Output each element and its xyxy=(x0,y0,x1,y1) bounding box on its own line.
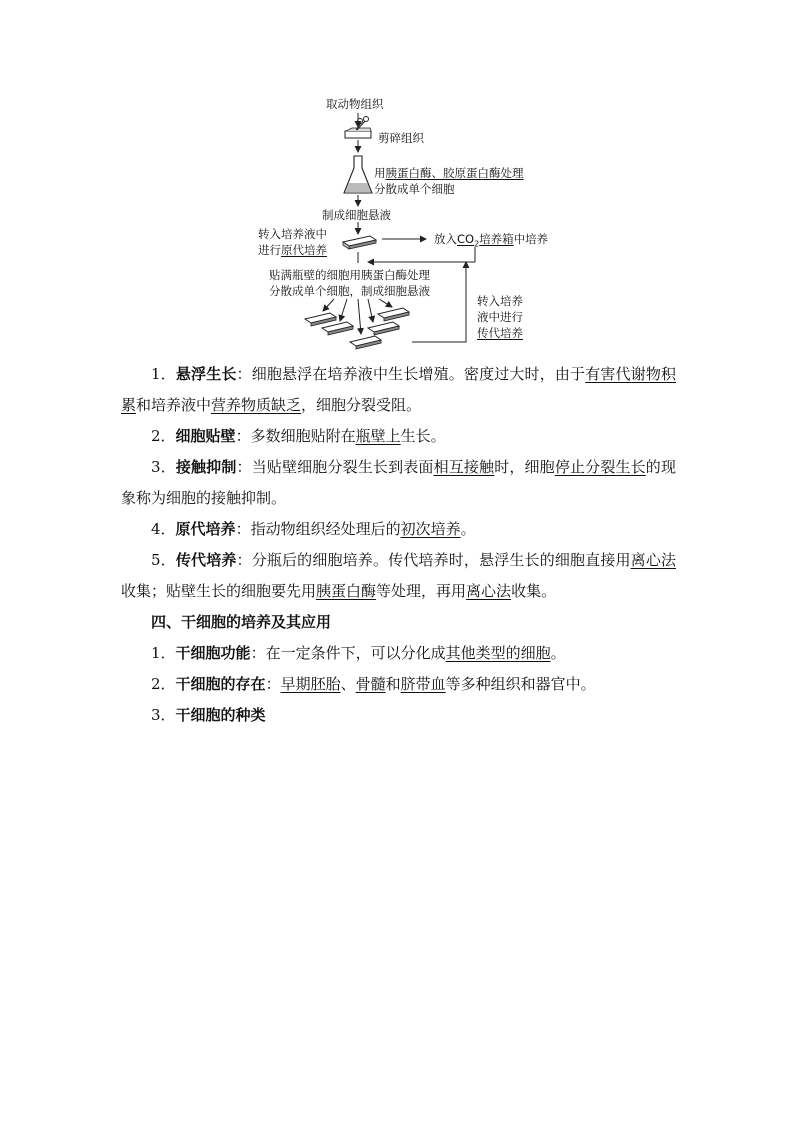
subculture-bottles-icon xyxy=(305,308,409,349)
label-enzyme-line1: 用胰蛋白酶、胶原蛋白酶处理 xyxy=(374,166,524,180)
item-stem-cell-types: 3．干细胞的种类 xyxy=(151,706,266,724)
label-enzyme-line2: 分散成单个细胞 xyxy=(374,182,455,196)
label-wall-line1: 贴满瓶壁的细胞用胰蛋白酶处理 xyxy=(269,268,430,282)
conical-flask-icon xyxy=(344,156,372,193)
label-subculture-line2: 液中进行 xyxy=(477,310,523,324)
item-stem-cell-existence: 2．干细胞的存在：早期胚胎、骨髓和脐带血等多种组织和器官中。 xyxy=(151,675,596,693)
section-heading: 四、干细胞的培养及其应用 xyxy=(151,613,332,631)
label-make-suspension: 制成细胞悬液 xyxy=(322,208,391,222)
item-primary-culture: 4．原代培养：指动物组织经处理后的初次培养。 xyxy=(151,520,476,538)
item-contact-inhibition: 3．接触抑制：当贴壁细胞分裂生长到表面相互接触时，细胞停止分裂生长的现象称为细胞的接触抑制。 xyxy=(121,458,676,507)
label-wall-line2: 分散成单个细胞，制成细胞悬液 xyxy=(269,284,430,298)
label-subculture-line3: 传代培养 xyxy=(477,326,523,340)
primary-culture-bottle-icon xyxy=(343,236,376,249)
item-subculture: 5．传代培养：分瓶后的细胞培养。传代培养时，悬浮生长的细胞直接用离心法收集；贴壁生长的细胞要先用胰蛋白酶等处理，再用离心法收集。 xyxy=(121,551,676,600)
label-transfer-line2: 进行原代培养 xyxy=(258,243,327,257)
label-mince-tissue: 剪碎组织 xyxy=(378,131,424,145)
item-suspension-growth: 1．悬浮生长：细胞悬浮在培养液中生长增殖。密度过大时，由于有害代谢物积累和培养液中营养物质缺乏，细胞分裂受阻。 xyxy=(121,365,676,414)
item-adherent-growth: 2．细胞贴壁：多数细胞贴附在瓶壁上生长。 xyxy=(151,427,446,445)
label-take-tissue: 取动物组织 xyxy=(326,97,384,111)
item-stem-cell-function: 1．干细胞功能：在一定条件下，可以分化成其他类型的细胞。 xyxy=(151,644,566,662)
label-incubator: 放入$CO_2$培养箱中培养 xyxy=(434,232,549,249)
label-transfer-line1: 转入培养液中 xyxy=(258,227,327,241)
label-subculture-line1: 转入培养 xyxy=(477,294,523,308)
